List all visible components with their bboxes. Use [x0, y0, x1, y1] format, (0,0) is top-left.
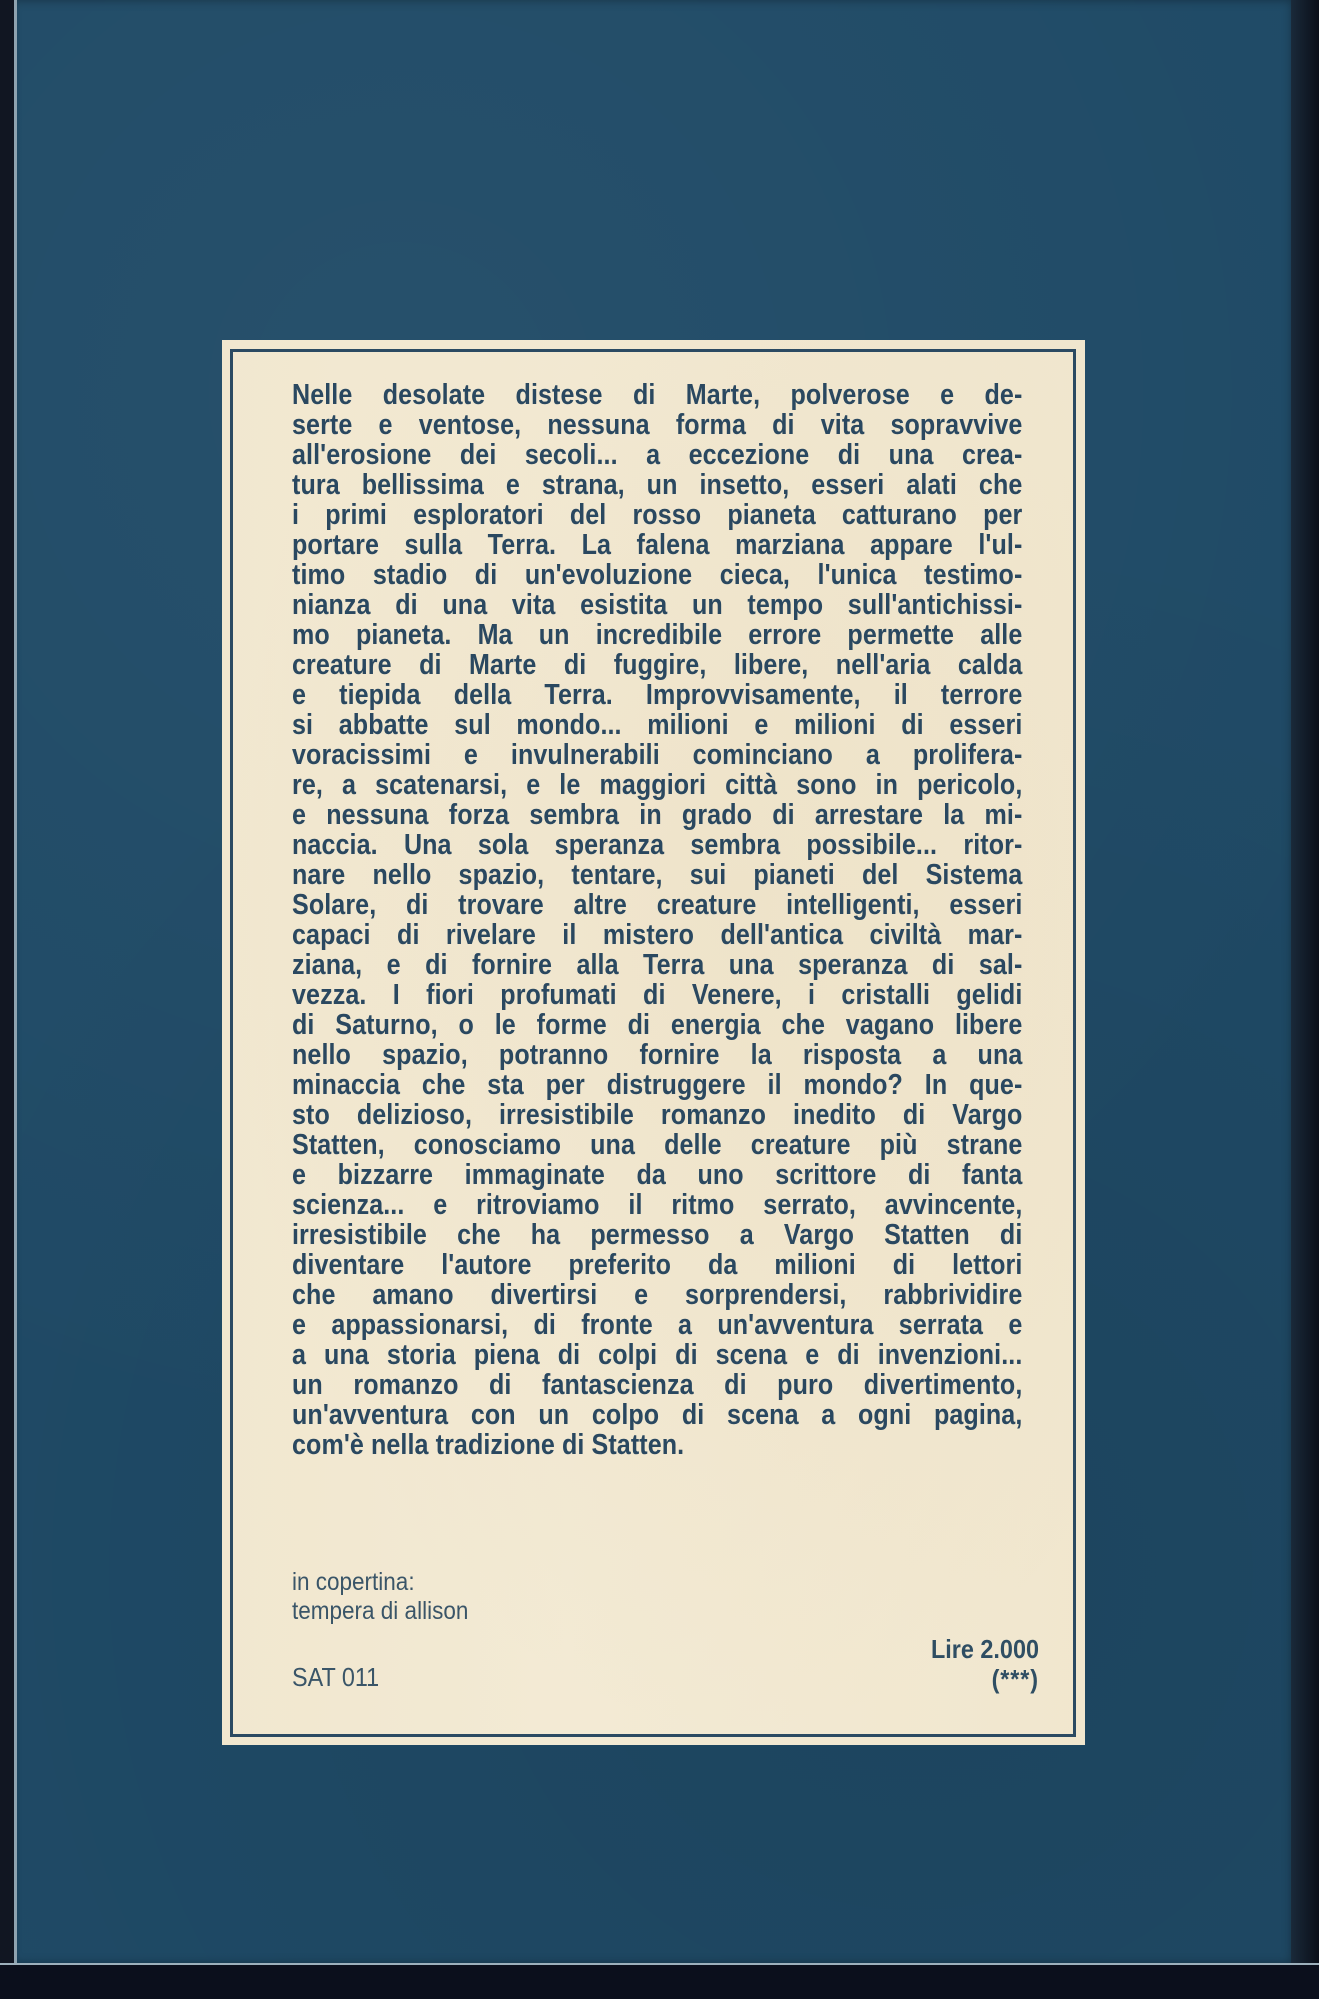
blurb-line: mo pianeta. Ma un incredibile errore permette alle	[292, 619, 1023, 651]
blurb-line: irresistibile che ha permesso a Vargo Statten di	[292, 1219, 1023, 1251]
blurb-line: capaci di rivelare il mistero dell'antica civiltà mar-	[292, 919, 1023, 951]
price-label: Lire 2.000	[931, 1634, 1039, 1664]
price-note: (***)	[991, 1664, 1039, 1694]
blurb-line: re, a scatenarsi, e le maggiori città sono in pericolo,	[292, 769, 1023, 801]
blurb-text	[292, 380, 1022, 1460]
blurb-line: e nessuna forza sembra in grado di arrestare la mi-	[292, 799, 1023, 831]
blurb-line: minaccia che sta per distruggere il mondo? In que-	[292, 1069, 1023, 1101]
right-edge-shadow	[1291, 0, 1319, 1999]
blurb-line: diventare l'autore preferito da milioni di lettori	[292, 1249, 1023, 1281]
blurb-line: creature di Marte di fuggire, libere, nell'aria calda	[292, 649, 1023, 681]
blurb-line: i primi esploratori del rosso pianeta catturano per	[292, 499, 1023, 531]
blurb-line: un'avventura con un colpo di scena a ogni pagina,	[292, 1399, 1023, 1431]
blurb-line: com'è nella tradizione di Statten.	[292, 1429, 685, 1461]
blurb-line: nare nello spazio, tentare, sui pianeti del Sistema	[292, 859, 1023, 891]
blurb-line: a una storia piena di colpi di scena e di invenzioni...	[292, 1339, 1023, 1371]
blurb-line: voracissimi e invulnerabili cominciano a prolifera-	[292, 739, 1023, 771]
blurb-line: ziana, e di fornire alla Terra una speranza di sal-	[292, 949, 1023, 981]
blurb-line: Nelle desolate distese di Marte, polverose e de-	[292, 379, 1023, 411]
blurb-line: un romanzo di fantascienza di puro divertimento,	[292, 1369, 1023, 1401]
blurb-line: scienza... e ritroviamo il ritmo serrato, avvincente,	[292, 1189, 1023, 1221]
blurb-line: di Saturno, o le forme di energia che vagano libere	[292, 1009, 1023, 1041]
cover-credit	[292, 1568, 468, 1626]
blurb-line: Solare, di trovare altre creature intelligenti, esseri	[292, 889, 1023, 921]
blurb-line: sto delizioso, irresistibile romanzo inedito di Vargo	[292, 1099, 1023, 1131]
cover-credit-artist: tempera di allison	[292, 1597, 469, 1625]
blurb-line: nianza di una vita esistita un tempo sull'antichissi-	[292, 589, 1023, 621]
price-block	[931, 1634, 1039, 1694]
blurb-line: naccia. Una sola speranza sembra possibile... ritor-	[292, 829, 1023, 861]
cover-credit-label: in copertina:	[292, 1568, 415, 1596]
blurb-line: si abbatte sul mondo... milioni e milioni di esseri	[292, 709, 1023, 741]
blurb-line: e tiepida della Terra. Improvvisamente, il terrore	[292, 679, 1023, 711]
blurb-line: portare sulla Terra. La falena marziana appare l'ul-	[292, 529, 1023, 561]
blurb-line: all'erosione dei secoli... a eccezione di una crea-	[292, 439, 1023, 471]
blurb-line: serte e ventose, nessuna forma di vita sopravvive	[292, 409, 1023, 441]
series-code: SAT 011	[292, 1662, 380, 1692]
blurb-line: e bizzarre immaginate da uno scrittore di fanta	[292, 1159, 1023, 1191]
blurb-line: Statten, conosciamo una delle creature più strane	[292, 1129, 1023, 1161]
blurb-line: vezza. I fiori profumati di Venere, i cristalli gelidi	[292, 979, 1023, 1011]
blurb-line: e appassionarsi, di fronte a un'avventura serrata e	[292, 1309, 1023, 1341]
blurb-line: che amano divertirsi e sorprendersi, rabbrividire	[292, 1279, 1023, 1311]
blurb-line: timo stadio di un'evoluzione cieca, l'unica testimo-	[292, 559, 1023, 591]
blurb-line: nello spazio, potranno fornire la risposta a una	[292, 1039, 1023, 1071]
blurb-panel	[222, 340, 1085, 1745]
bottom-edge-shadow	[0, 1963, 1319, 1999]
blurb-line: tura bellissima e strana, un insetto, esseri alati che	[292, 469, 1023, 501]
